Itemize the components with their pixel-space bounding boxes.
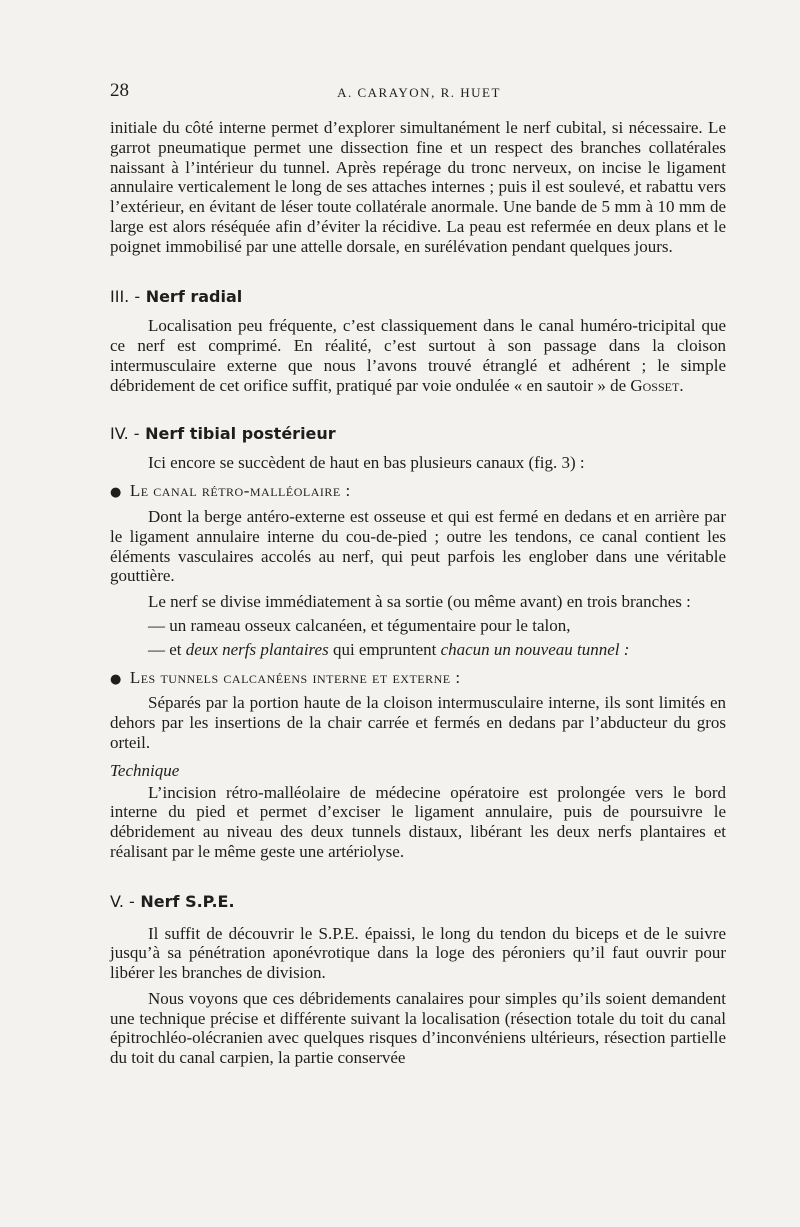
bullet-icon: ● (110, 671, 122, 687)
italic-run: chacun un nouveau tunnel : (440, 639, 630, 659)
section-heading-nerf-spe (110, 892, 726, 912)
paragraph-branches: Le nerf se divise immédiatement à sa sortie (ou même avant) en trois branches : (148, 592, 691, 612)
section-number: IV. - (110, 423, 140, 443)
bullet-text: Le canal rétro-malléolaire : (129, 481, 351, 501)
italic-run: deux nerfs plantaires (185, 639, 329, 659)
bullet-heading-canal (110, 481, 726, 503)
running-head: A. CARAYON, R. HUET (337, 85, 501, 100)
section-heading-nerf-tibial (110, 424, 726, 444)
dash-item-nerfs (110, 640, 726, 660)
page-number: 28 (110, 80, 129, 101)
section-number: V. - (110, 891, 135, 911)
author-name-gosset: Gosset (630, 375, 680, 395)
page-body (110, 118, 726, 1068)
paragraph-nerf-radial (110, 316, 726, 395)
paragraph-spe: Il suffit de découvrir le S.P.E. épaissi, le long du tendon du biceps et de le suivre jusqu’à sa pénétration aponévrotique dans la loge des péroniers qu’il faut ouvrir pour libérer les branches de division. (110, 923, 726, 983)
text-run: — et (148, 639, 182, 659)
bullet-text: Les tunnels calcanéens interne et externe : (129, 667, 461, 687)
text-run: qui empruntent (332, 639, 437, 659)
text-run: Localisation peu fréquente, c’est classiquement dans le canal huméro-tricipital que ce nerf est comprimé. En réalité, c’est surtout à son passage dans la cloison intermusculaire externe que nous l’avons trouvé étranglé et adhérent ; le simple débridement de cet orifice suffit, pratiqué par voie ondulée « en sautoir » de (110, 316, 726, 395)
dash-item-rameau: — un rameau osseux calcanéen, et tégumentaire pour le talon, (148, 615, 571, 635)
paragraph-intro: Ici encore se succèdent de haut en bas plusieurs canaux (fig. 3) : (148, 453, 585, 473)
section-heading-nerf-radial (110, 287, 726, 307)
section-title: Nerf S.P.E. (140, 891, 235, 911)
bullet-icon: ● (110, 485, 122, 501)
paragraph-technique: L’incision rétro-malléolaire de médecine opératoire est prolongée vers le bord interne du pied et permet d’exciser le ligament annulaire, puis de poursuivre le débridement au niveau des deux tunnels distaux, libérant les deux nerfs plantaires et réalisant par le même geste une artériolyse. (110, 782, 726, 861)
section-title: Nerf tibial postérieur (145, 423, 336, 443)
paragraph-conclusion: Nous voyons que ces débridements canalaires pour simples qu’ils soient demandent une technique précise et différente suivant la localisation (résection totale du toit du canal épitrochléo-olécranien avec quelques risques d’inconvéniens ultérieurs, résection partielle du toit du canal carpien, la partie conservée (110, 988, 726, 1068)
section-number: III. - (110, 286, 141, 306)
text-run: . (679, 375, 684, 395)
paragraph-tunnels: Séparés par la portion haute de la cloison intermusculaire interne, ils sont limités en dehors par les insertions de la chair carrée et fermés en dedans par l’abducteur du gros orteil. (110, 693, 726, 752)
bullet-heading-tunnels (110, 668, 726, 690)
section-title: Nerf radial (145, 286, 243, 306)
paragraph-continuation: initiale du côté interne permet d’explorer simultanément le nerf cubital, si nécessaire. Le garrot pneumatique permet une dissection fine et un respect des branches collatérales naissant à l’intérieur du tunnel. Après repérage du tronc nerveux, on incise le ligament annulaire verticalement le long de ses attaches internes ; puis il est soulevé, et rabattu vers l’extérieur, en évitant de léser toute collatérale anormale. Une bande de 5 mm à 10 mm de large est alors réséquée afin d’éviter la récidive. La peau est refermée en deux plans et le poignet immobilisé par une attelle dorsale, en surélévation pendant quelques jours. (110, 118, 726, 256)
page-header (110, 80, 728, 104)
paragraph-canal: Dont la berge antéro-externe est osseuse et qui est fermé en dedans et en arrière par le ligament annulaire interne du cou-de-pied ; outre les tendons, ce canal contient les éléments vasculaires accolés au nerf, qui peut parfois les englober dans une véritable gouttière. (110, 506, 726, 586)
subheading-technique: Technique (110, 760, 180, 780)
